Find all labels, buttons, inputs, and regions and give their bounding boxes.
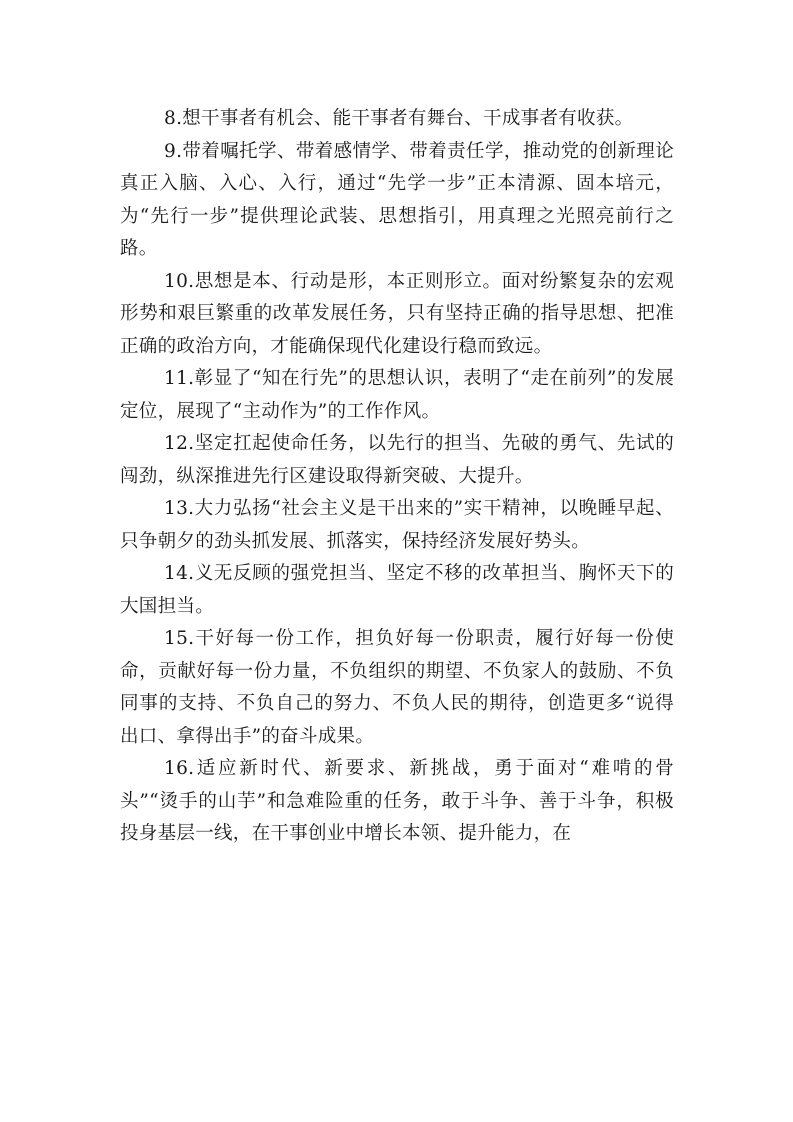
document-body — [120, 103, 674, 851]
paragraph-13: 13.大力弘扬“社会主义是干出来的”实干精神，以晚睡早起、只争朝夕的劲头抓发展、抓落实，保持经济发展好势头。 — [120, 498, 674, 552]
paragraph-15: 15.干好每一份工作，担负好每一份职责，履行好每一份使命，贡献好每一份力量，不负组织的期望、不负家人的鼓励、不负同事的支持、不负自己的努力、不负人民的期待，创造更多“说得出口、拿得出手”的奋斗成果。 — [120, 628, 674, 747]
paragraph-14: 14.义无反顾的强党担当、坚定不移的改革担当、胸怀天下的大国担当。 — [120, 563, 674, 617]
paragraph-12: 12.坚定扛起使命任务，以先行的担当、先破的勇气、先试的闯劲，纵深推进先行区建设取得新突破、大提升。 — [120, 433, 674, 487]
paragraph-10: 10.思想是本、行动是形，本正则形立。面对纷繁复杂的宏观形势和艰巨繁重的改革发展任务，只有坚持正确的指导思想、把准正确的政治方向，才能确保现代化建设行稳而致远。 — [120, 270, 674, 357]
paragraph-11: 11.彰显了“知在行先”的思想认识，表明了“走在前列”的发展定位，展现了“主动作为”的工作作风。 — [120, 368, 674, 422]
paragraph-16: 16.适应新时代、新要求、新挑战，勇于面对“难啃的骨头”“烫手的山芋”和急难险重的任务，敢于斗争、善于斗争，积极投身基层一线，在干事创业中增长本领、提升能力，在 — [120, 758, 674, 844]
paragraph-9: 9.带着嘱托学、带着感情学、带着责任学，推动党的创新理论真正入脑、入心、入行，通过“先学一步”正本清源、固本培元，为“先行一步”提供理论武装、思想指引，用真理之光照亮前行之路。 — [120, 140, 674, 259]
paragraph-8: 8.想干事者有机会、能干事者有舞台、干成事者有收获。 — [164, 108, 634, 129]
